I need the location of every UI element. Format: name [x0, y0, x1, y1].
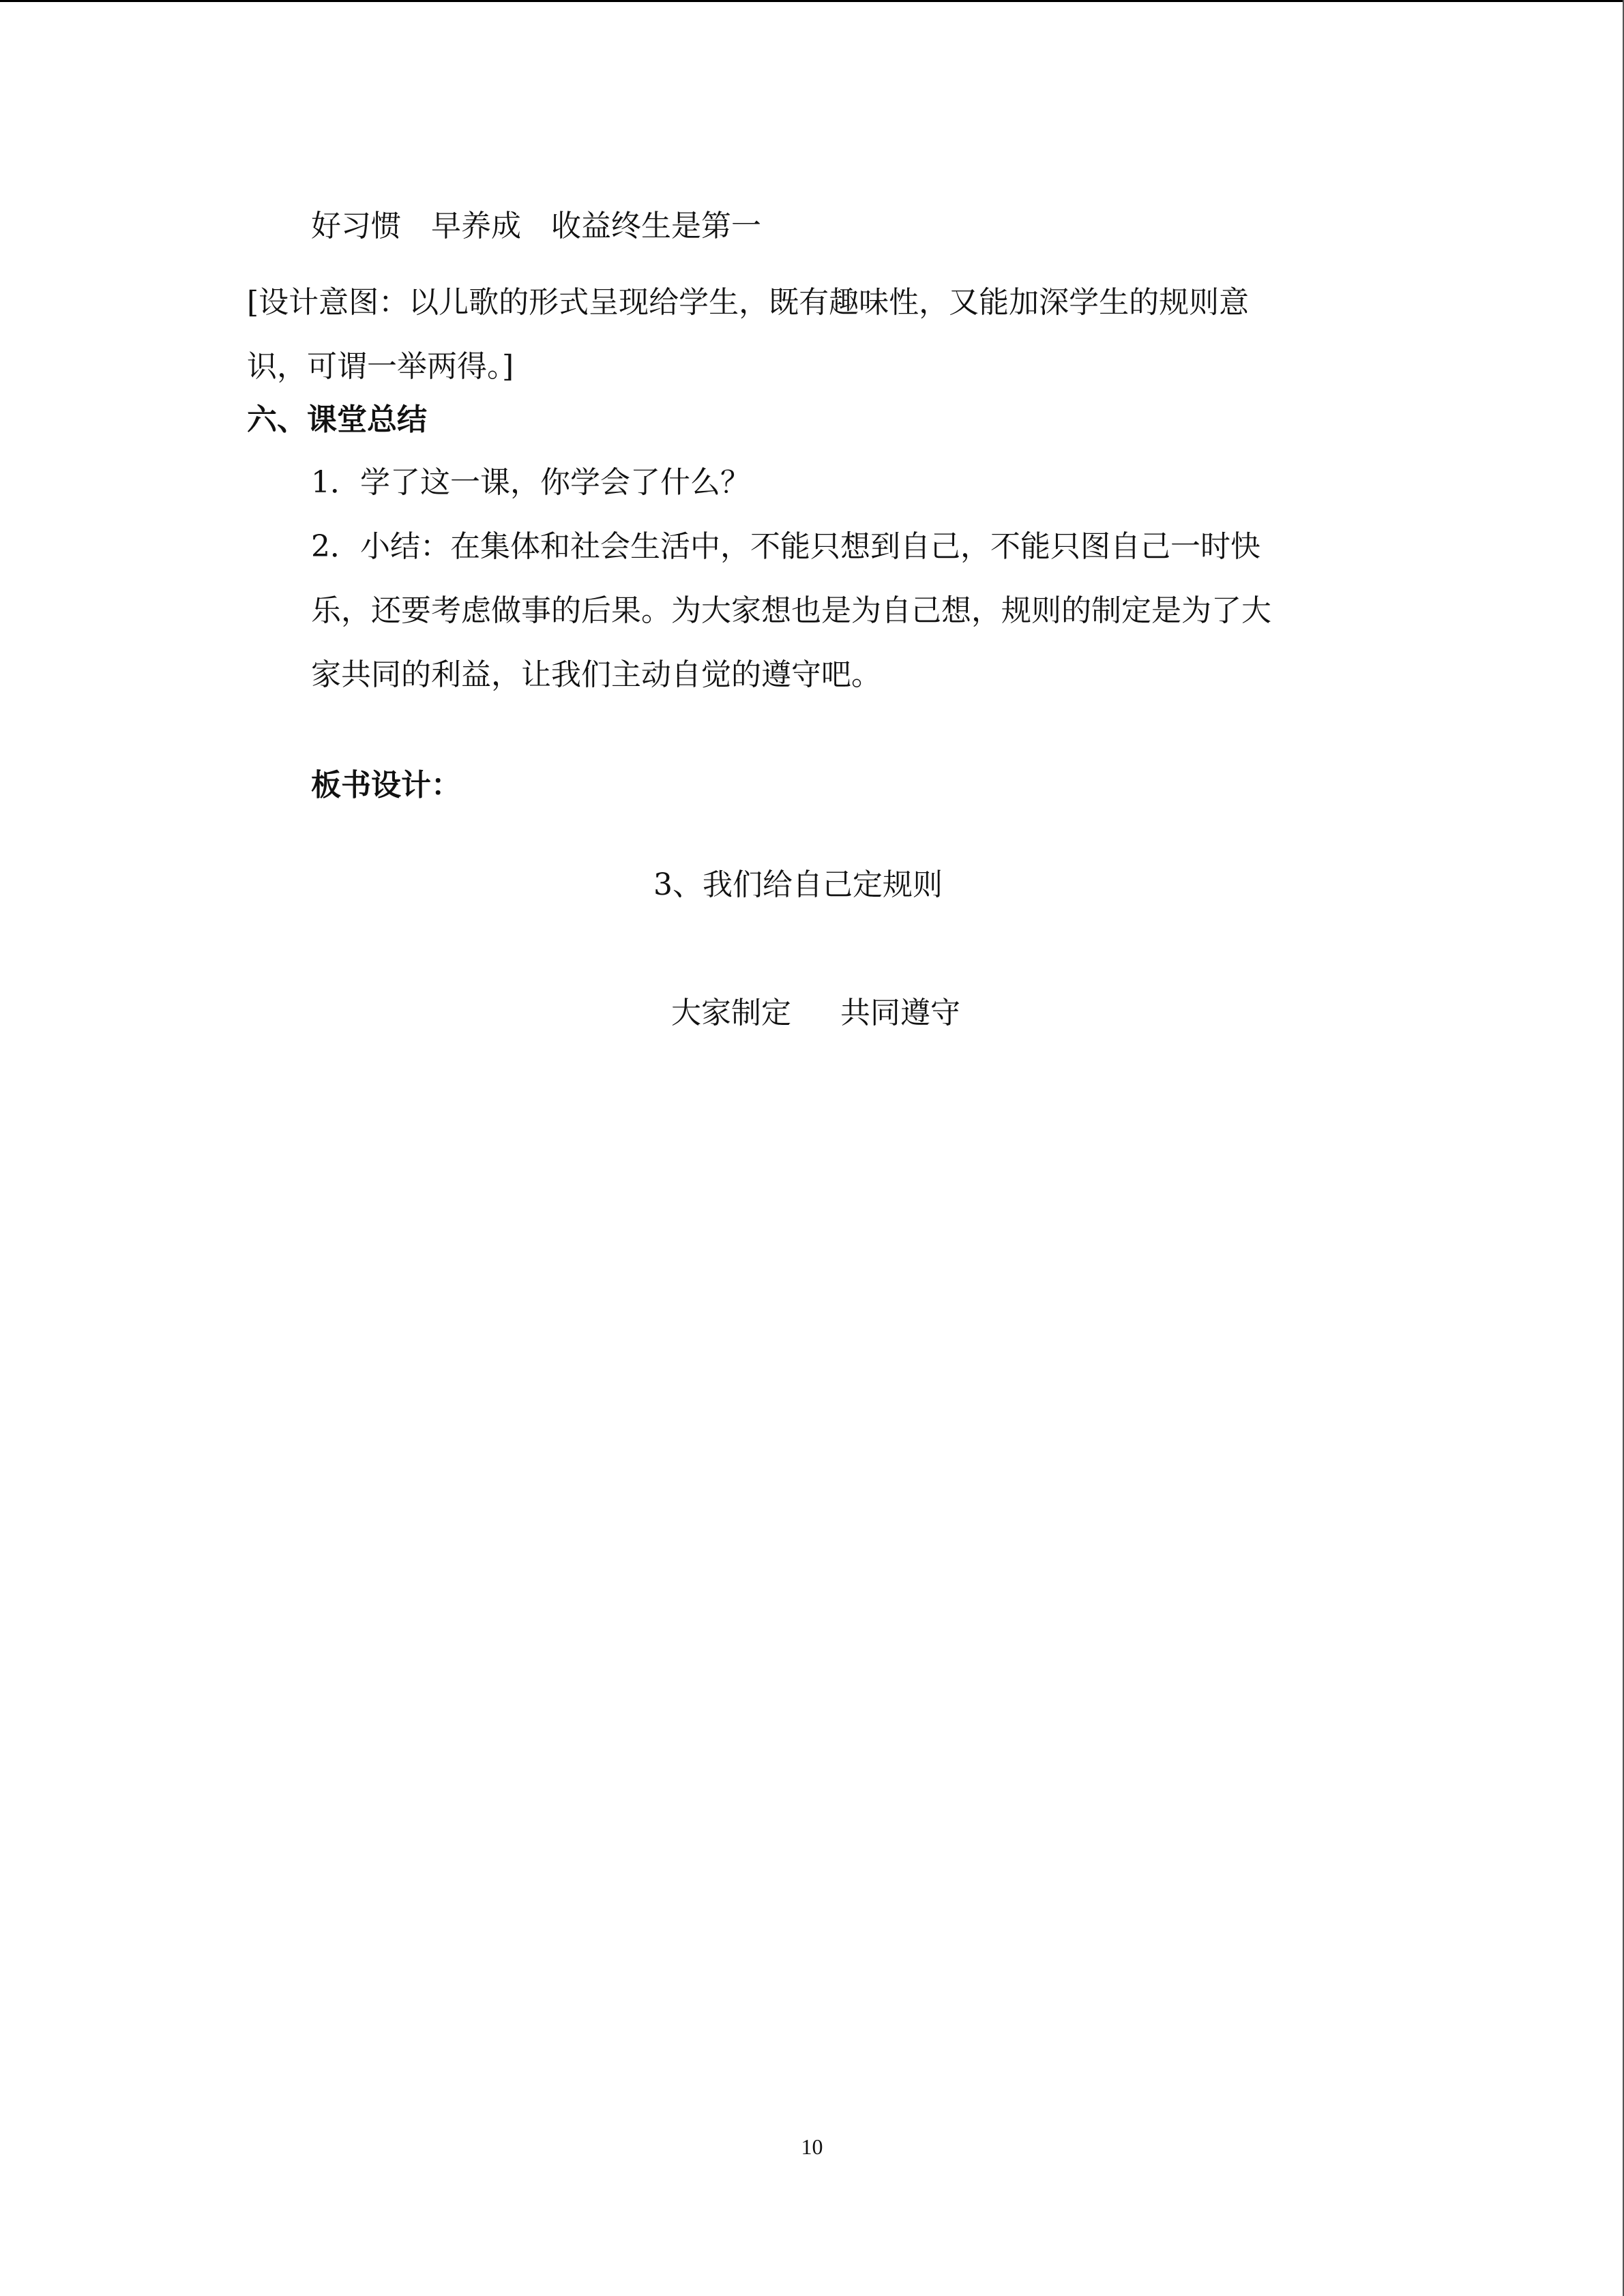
- summary-item-2-line-3: 家共同的利益，让我们主动自觉的遵守吧。: [311, 657, 881, 692]
- page-number: 10: [801, 2134, 823, 2159]
- design-note-line-2: 识，可谓一举两得。]: [247, 349, 514, 384]
- design-note-line-1: [设计意图：以儿歌的形式呈现给学生，既有趣味性，又能加深学生的规则意: [247, 285, 1250, 320]
- section-heading: 六、课堂总结: [247, 402, 427, 437]
- chant-phrase-3: 收益终生是第一: [551, 209, 761, 243]
- board-title: 3、我们给自己定规则: [653, 867, 943, 902]
- chant-phrase-2: 早养成: [431, 209, 521, 243]
- board-design-label: 板书设计：: [311, 768, 461, 803]
- chant-phrase-1: 好习惯: [311, 209, 401, 243]
- summary-item-1: 1．学了这一课，你学会了什么？: [311, 465, 750, 500]
- chant-line: [311, 206, 761, 247]
- summary-item-2-line-2: 乐，还要考虑做事的后果。为大家想也是为自己想，规则的制定是为了大: [311, 593, 1271, 628]
- board-points: [671, 993, 960, 1034]
- board-point-1: 大家制定: [671, 996, 791, 1030]
- top-border: [0, 0, 1624, 2]
- summary-item-2-line-1: 2．小结：在集体和社会生活中，不能只想到自己，不能只图自己一时快: [311, 529, 1260, 564]
- board-point-2: 共同遵守: [840, 996, 960, 1030]
